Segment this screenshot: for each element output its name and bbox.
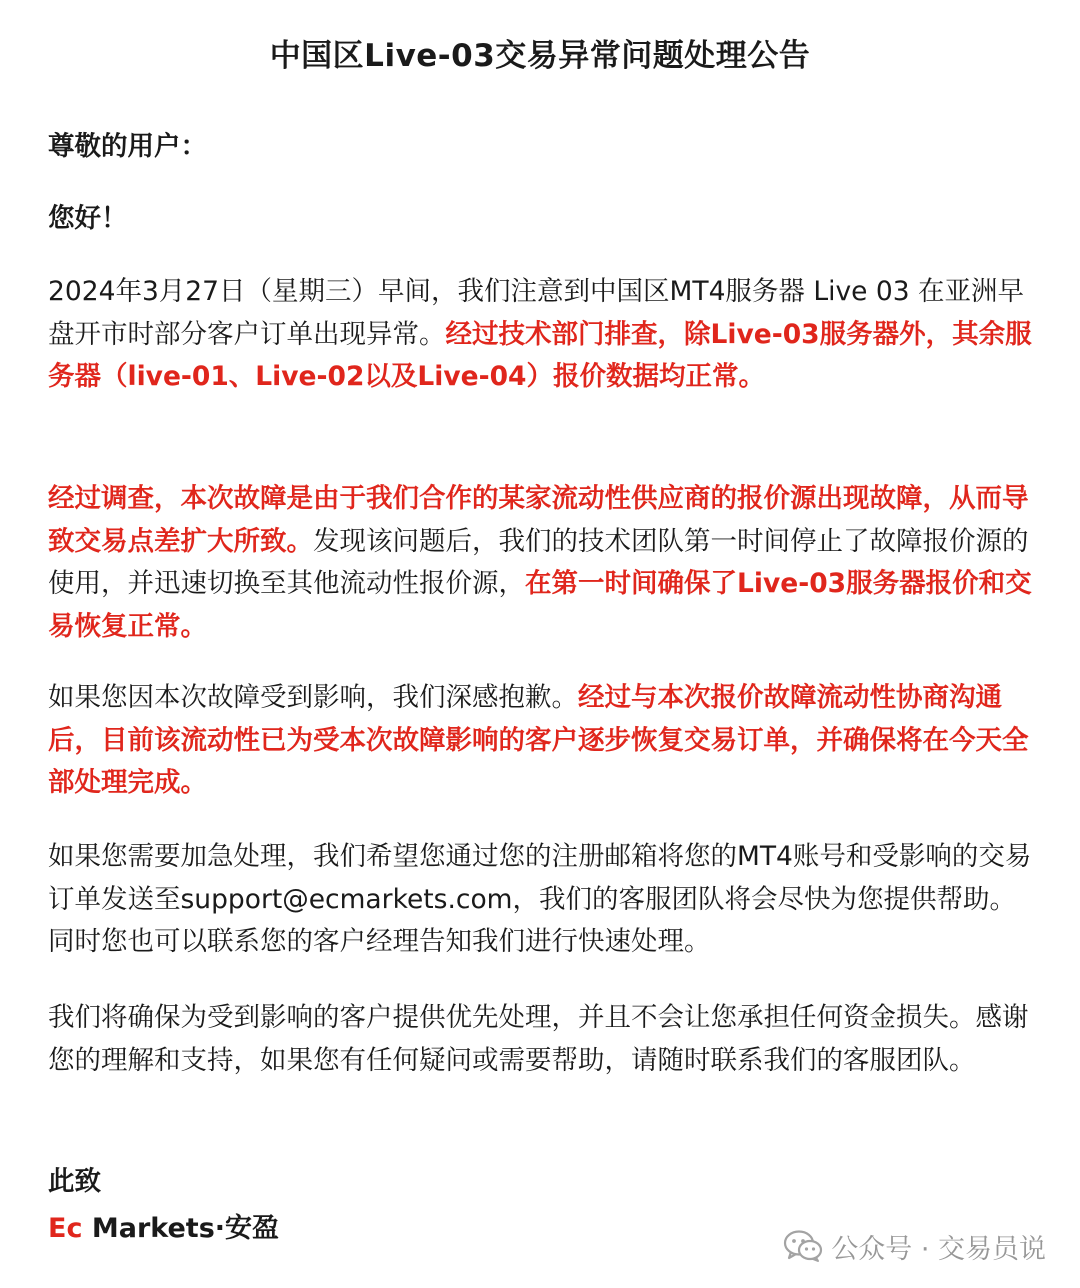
hello-line: 您好！ [48,203,128,234]
paragraph-3-text: 如果您因本次故障受到影响，我们深感抱歉。 [48,682,578,713]
paragraph-2-highlight-1: 经过调查，本次故障是由于我们合作的某家流动性供应商的报价源出现故障，从而导致交易点差扩大所致。 [48,483,1029,557]
page-title: 中国区Live-03交易异常问题处理公告 [269,38,811,74]
paragraph-1-highlight: 经过技术部门排查，除Live-03服务器外，其余服务器（live-01、Live-02以及Live-04）报价数据均正常。 [48,318,1032,392]
paragraph-2 [48,478,1033,648]
paragraph-2-highlight-2: 在第一时间确保了Live-03服务器报价和交易恢复正常。 [48,568,1032,642]
watermark-text: 公众号 · 交易员说 [831,1233,1046,1265]
paragraph-1 [48,271,1033,399]
closing-line: 此致 [48,1166,101,1197]
wechat-watermark [783,1226,1046,1266]
brand-rest: Markets·安盈 [82,1213,280,1244]
paragraph-1-text: 2024年3月27日（星期三）早间，我们注意到中国区MT4服务器 Live 03 在亚洲早盘开市时部分客户订单出现异常。 [48,276,1025,350]
paragraph-3 [48,677,1033,805]
paragraph-4: 如果您需要加急处理，我们希望您通过您的注册邮箱将您的MT4账号和受影响的交易订单发送至support@ecmarkets.com，我们的客服团队将会尽快为您提供帮助。同时您也可以联系您的客户经理告知我们进行快速处理。 [48,841,1032,957]
paragraph-5: 我们将确保为受到影响的客户提供优先处理，并且不会让您承担任何资金损失。感谢您的理解和支持，如果您有任何疑问或需要帮助，请随时联系我们的客服团队。 [48,1002,1029,1076]
paragraph-3-highlight: 经过与本次报价故障流动性协商沟通后，目前该流动性已为受本次故障影响的客户逐步恢复交易订单，并确保将在今天全部处理完成。 [48,682,1029,798]
paragraph-2-text: 发现该问题后，我们的技术团队第一时间停止了故障报价源的使用，并迅速切换至其他流动性报价源， [48,525,1029,599]
greeting: 尊敬的用户： [48,131,207,162]
brand-ec: Ec [48,1213,83,1244]
signature-brand [48,1208,279,1250]
wechat-icon [783,1229,823,1263]
